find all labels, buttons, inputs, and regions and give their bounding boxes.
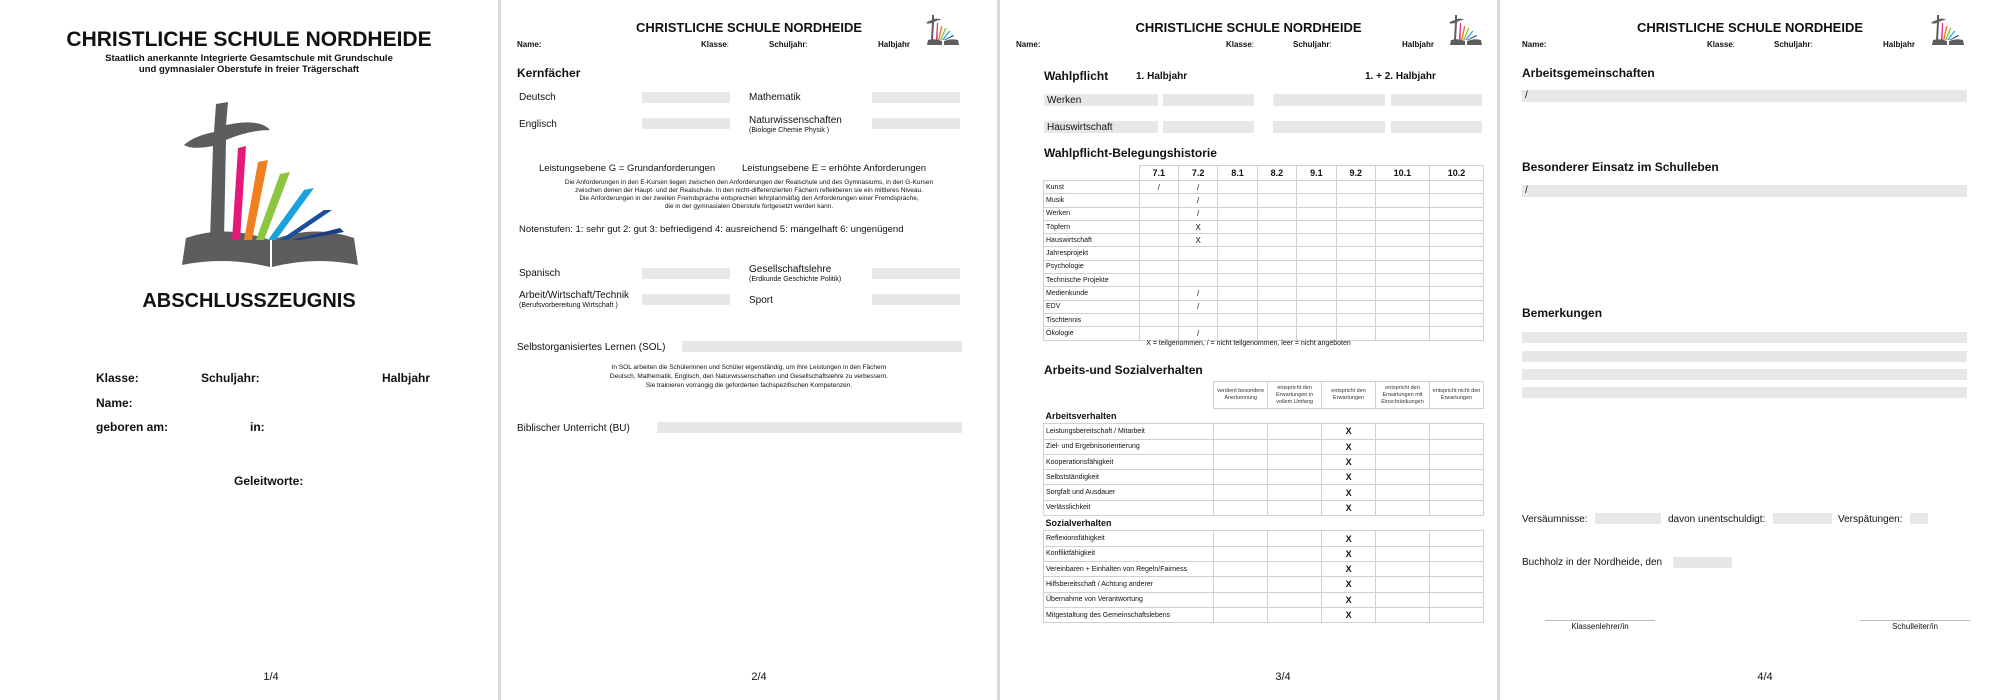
behavior-row: Selbstständigkeit X <box>1044 470 1484 485</box>
notenstufen: Notenstufen: 1: sehr gut 2: gut 3: befriedigend 4: ausreichend 5: mangelhaft 6: ungenügend <box>519 224 904 235</box>
history-col: 7.2 <box>1178 166 1217 181</box>
behavior-row: Mitgestaltung des Gemeinschaftslebens X <box>1044 607 1484 622</box>
subject-naturwissenschaften: Naturwissenschaften <box>749 115 842 126</box>
school-logo-small <box>1930 14 1966 46</box>
section-title-arbeits-sozial: Arbeits-und Sozialverhalten <box>1044 363 1203 377</box>
behavior-category: Sozialverhalten <box>1045 518 1112 529</box>
page-number: 2/4 <box>751 671 767 683</box>
wahlpflicht-hauswirtschaft-field-2[interactable] <box>1273 121 1385 133</box>
label-geboren: geboren am: <box>96 420 169 434</box>
page-number: 3/4 <box>1275 671 1291 683</box>
page-2 <box>501 0 997 700</box>
history-table <box>1043 165 1484 341</box>
behavior-row: Verlässlichkeit X <box>1044 500 1484 515</box>
subject-gesellschaftslehre-sub: (Erdkunde Geschichte Politik) <box>749 276 842 283</box>
school-name: CHRISTLICHE SCHULE NORDHEIDE <box>1636 20 1864 35</box>
page-4 <box>1500 0 2000 700</box>
behavior-row: Kooperationsfähigkeit X <box>1044 454 1484 469</box>
versaeumnisse-field[interactable] <box>1595 513 1661 524</box>
sol-text-1: In SOL arbeiten die Schülerinnen und Schüler eigenständig, um ihre Leistungen in den Fächern <box>611 364 887 371</box>
section-title-wahlpflicht: Wahlpflicht <box>1044 69 1109 83</box>
history-row: Ökologie / <box>1044 327 1484 340</box>
grade-field-sport[interactable] <box>872 294 960 305</box>
grade-field-deutsch[interactable] <box>642 92 730 103</box>
subject-awt-sub: (Berufsvorbereitung Wirtschaft ) <box>519 302 618 309</box>
behavior-row: Vereinbaren + Einhalten von Regeln/Fairness X <box>1044 561 1484 576</box>
section-title-einsatz: Besonderer Einsatz im Schulleben <box>1522 160 1719 174</box>
signature-line-schulleiter <box>1860 620 1970 621</box>
grade-field-bu[interactable] <box>657 422 962 433</box>
section-title-ag: Arbeitsgemeinschaften <box>1522 66 1655 80</box>
label-halbjahr: Halbjahr <box>1883 40 1916 49</box>
behavior-row: Konfliktfähigkeit X <box>1044 546 1484 561</box>
bemerkungen-line-4[interactable] <box>1522 387 1967 398</box>
subject-spanisch: Spanisch <box>519 268 561 279</box>
subject-sol: Selbstorganisiertes Lernen (SOL) <box>517 342 666 353</box>
col-12-halbjahr: 1. + 2. Halbjahr <box>1365 71 1436 82</box>
grade-field-spanisch[interactable] <box>642 268 730 279</box>
school-logo <box>180 100 366 270</box>
section-title-kernfaecher: Kernfächer <box>517 66 581 80</box>
explanation-line-4: die in der gymnasialen Oberstufe fortgesetzt werden kann. <box>664 203 834 210</box>
subject-bu: Biblischer Unterricht (BU) <box>517 423 630 434</box>
history-col: 9.1 <box>1297 166 1336 181</box>
page-1 <box>0 0 498 700</box>
history-col: 8.2 <box>1257 166 1296 181</box>
section-title-bemerkungen: Bemerkungen <box>1522 306 1603 320</box>
subject-awt: Arbeit/Wirtschaft/Technik <box>519 290 630 301</box>
page-number: 1/4 <box>263 671 279 683</box>
document-title: ABSCHLUSSZEUGNIS <box>142 290 356 312</box>
behavior-row: Ziel- und Ergebnisorientierung X <box>1044 439 1484 454</box>
label-name: Name: <box>1016 40 1041 49</box>
einsatz-value: / <box>1525 185 1528 196</box>
sol-text-3: Sie trainieren vorrangig die geforderten fachspezifischen Kompetenzen. <box>645 382 853 389</box>
label-klassenlehrer: Klassenlehrer/in <box>1571 622 1629 631</box>
label-buchholz: Buchholz in der Nordheide, den <box>1522 557 1663 568</box>
history-row: Werken / <box>1044 207 1484 220</box>
section-title-historie: Wahlpflicht-Belegungshistorie <box>1044 146 1217 160</box>
col-1-halbjahr: 1. Halbjahr <box>1136 71 1188 82</box>
label-geleitworte: Geleitworte: <box>234 474 304 488</box>
grade-field-gesellschaftslehre[interactable] <box>872 268 960 279</box>
label-name: Name: <box>517 40 542 49</box>
grade-field-naturwissenschaften[interactable] <box>872 118 960 129</box>
explanation-line-2: zwischen denen der Haupt- und der Realschule. In den nicht-differenzierten Fächern reflektieren sie ein mittleres Niveau. <box>575 187 923 194</box>
history-row: EDV / <box>1044 300 1484 313</box>
history-row: Medienkunde / <box>1044 287 1484 300</box>
history-row: Kunst / / <box>1044 181 1484 194</box>
wahlpflicht-werken-field-3[interactable] <box>1391 94 1482 106</box>
wahlpflicht-werken-field-2[interactable] <box>1273 94 1385 106</box>
subject-naturwissenschaften-sub: (Biologie Chemie Physik ) <box>749 127 830 134</box>
history-col: 7.1 <box>1139 166 1178 181</box>
behavior-row: Reflexionsfähigkeit X <box>1044 531 1484 546</box>
history-row: Psychologie <box>1044 260 1484 273</box>
school-logo-small <box>925 14 961 46</box>
history-row: Töpfern X <box>1044 220 1484 233</box>
open-book-icon <box>182 231 270 267</box>
wahlpflicht-hauswirtschaft-label: Hauswirtschaft <box>1047 122 1113 133</box>
leistungsebene-g: Leistungsebene G = Grundanforderungen <box>539 163 716 174</box>
wahlpflicht-werken-field-1[interactable] <box>1163 94 1254 106</box>
grade-field-awt[interactable] <box>642 294 730 305</box>
wahlpflicht-werken-label: Werken <box>1047 95 1082 106</box>
label-schuljahr: Schuljahr: <box>1293 40 1332 49</box>
einsatz-field[interactable] <box>1522 185 1967 197</box>
subject-deutsch: Deutsch <box>519 92 556 103</box>
behavior-row: Leistungsbereitschaft / Mitarbeit X <box>1044 424 1484 439</box>
subject-englisch: Englisch <box>519 119 557 130</box>
school-name: CHRISTLICHE SCHULE NORDHEIDE <box>66 28 432 51</box>
label-klasse: Klasse: <box>701 40 730 49</box>
behavior-table <box>1043 381 1484 623</box>
label-schuljahr: Schuljahr: <box>1774 40 1813 49</box>
history-col: 9.2 <box>1336 166 1375 181</box>
bemerkungen-line-2[interactable] <box>1522 351 1967 362</box>
history-col: 10.1 <box>1375 166 1429 181</box>
school-name: CHRISTLICHE SCHULE NORDHEIDE <box>1135 20 1362 35</box>
label-in: in: <box>250 420 265 434</box>
grade-field-sol[interactable] <box>682 341 962 352</box>
verspaetungen-field[interactable] <box>1910 513 1928 524</box>
label-klasse: Klasse: <box>1226 40 1255 49</box>
label-schulleiter: Schulleiter/in <box>1892 622 1938 631</box>
school-subtitle-2: und gymnasialer Oberstufe in freier Trägerschaft <box>138 64 360 75</box>
history-row: Tischtennis <box>1044 313 1484 326</box>
label-schuljahr: Schuljahr: <box>201 371 260 385</box>
subject-gesellschaftslehre: Gesellschaftslehre <box>749 264 832 275</box>
date-field[interactable] <box>1673 557 1732 568</box>
label-klasse: Klasse: <box>96 371 139 385</box>
subject-sport: Sport <box>749 295 773 306</box>
label-halbjahr: Halbjahr <box>878 40 911 49</box>
history-row: Technische Projekte <box>1044 274 1484 287</box>
leistungsebene-e: Leistungsebene E = erhöhte Anforderungen <box>742 163 927 174</box>
label-halbjahr: Halbjahr <box>1402 40 1435 49</box>
label-name: Name: <box>1522 40 1547 49</box>
label-schuljahr: Schuljahr: <box>769 40 808 49</box>
school-logo-small <box>1448 14 1484 46</box>
bemerkungen-line-1[interactable] <box>1522 332 1967 343</box>
behavior-row: Übernahme von Verantwortung X <box>1044 592 1484 607</box>
history-row: Hauswirtschaft X <box>1044 234 1484 247</box>
label-klasse: Klasse: <box>1707 40 1736 49</box>
history-legend: X = teilgenommen, / = nicht teilgenommen, leer = nicht angeboten <box>1146 340 1351 347</box>
history-row: Jahresprojekt <box>1044 247 1484 260</box>
explanation-line-3: Die Anforderungen in der zweiten Fremdsprache entsprechen lehrplanmäßig den Anforderungen einer Fremdsprache, <box>579 195 919 202</box>
ag-field[interactable] <box>1522 90 1967 102</box>
wahlpflicht-hauswirtschaft-field-3[interactable] <box>1391 121 1482 133</box>
history-header-row <box>1044 166 1484 181</box>
school-name: CHRISTLICHE SCHULE NORDHEIDE <box>635 20 863 35</box>
label-name: Name: <box>96 396 133 410</box>
grade-field-englisch[interactable] <box>642 118 730 129</box>
unentschuldigt-field[interactable] <box>1773 513 1832 524</box>
behavior-header-row: verdient besondere Anerkennung entspricht den Erwartungen in vollem Umfang entspricht den Erwartungen entspricht den Erwartungen mit Einschränkungen entspricht nicht den Erwartungen <box>1044 382 1484 409</box>
ag-value: / <box>1525 90 1528 101</box>
signature-line-klassenlehrer <box>1545 620 1655 621</box>
school-subtitle-1: Staatlich anerkannte Integrierte Gesamtschule mit Grundschule <box>105 53 393 64</box>
grade-field-mathematik[interactable] <box>872 92 960 103</box>
label-verspaetungen: Verspätungen: <box>1838 514 1903 525</box>
history-row: Musik / <box>1044 194 1484 207</box>
history-col: 10.2 <box>1429 166 1483 181</box>
explanation-line-1: Die Anforderungen in den E-Kursen liegen zwischen den Anforderungen der Realschule und des Gymnasiums, in den G-Kursen <box>564 179 934 186</box>
sol-text-2: Deutsch, Mathematik, Englisch, den Naturwissenschaften und Gesellschaftslehre zu verbessern. <box>609 373 889 380</box>
page-3 <box>1000 0 1497 700</box>
subject-mathematik: Mathematik <box>749 92 801 103</box>
label-halbjahr: Halbjahr <box>382 371 431 385</box>
behavior-category: Arbeitsverhalten <box>1045 411 1117 422</box>
behavior-row: Hilfsbereitschaft / Achtung anderer X <box>1044 577 1484 592</box>
page-number: 4/4 <box>1757 671 1773 683</box>
history-col: 8.1 <box>1218 166 1257 181</box>
wahlpflicht-hauswirtschaft-field-1[interactable] <box>1163 121 1254 133</box>
label-unentschuldigt: davon unentschuldigt: <box>1668 514 1766 525</box>
label-versaeumnisse: Versäumnisse: <box>1522 514 1588 525</box>
behavior-row: Sorgfalt und Ausdauer X <box>1044 485 1484 500</box>
bemerkungen-line-3[interactable] <box>1522 369 1967 380</box>
